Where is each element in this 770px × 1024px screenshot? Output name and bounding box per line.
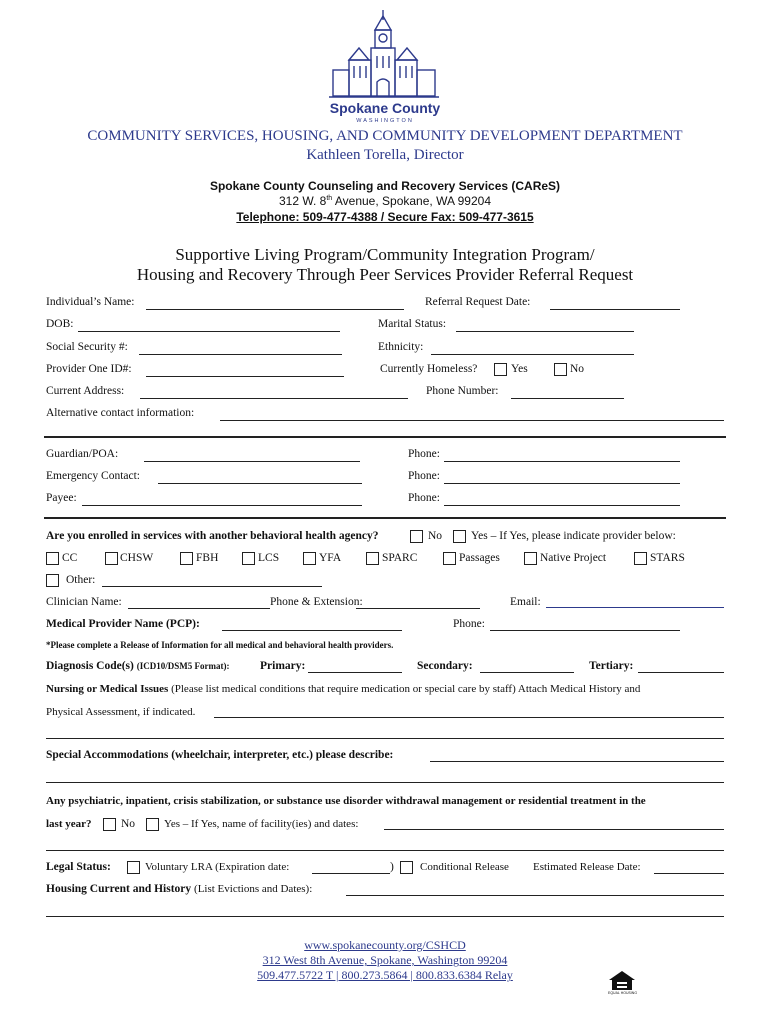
footer-website-link[interactable]: www.spokanecounty.org/CSHCD (304, 938, 466, 952)
spokane-county-logo (325, 8, 445, 128)
form-title-line1: Supportive Living Program/Community Integration Program/ (175, 245, 595, 264)
individual-name-field[interactable] (146, 309, 404, 310)
nursing-label-cont: Physical Assessment, if indicated. (46, 706, 196, 718)
psych-question: Any psychiatric, inpatient, crisis stabilization, or substance use disorder withdrawal management or residential treatment in the (46, 795, 646, 807)
behavioral-yes-checkbox[interactable] (453, 530, 466, 543)
agency-stars-label: STARS (650, 552, 685, 564)
email-label: Email: (510, 596, 541, 608)
alt-contact-label: Alternative contact information: (46, 407, 195, 419)
agency-lcs-label: LCS (258, 552, 280, 564)
psych-no-label: No (121, 818, 136, 830)
behavioral-no-label: No (428, 530, 443, 542)
section-divider (44, 517, 726, 519)
ethnicity-field[interactable] (431, 354, 634, 355)
psych-yes-checkbox[interactable] (146, 818, 159, 831)
agency-yfa-checkbox[interactable] (303, 552, 316, 565)
housing-field[interactable] (346, 895, 724, 896)
behavioral-no-checkbox[interactable] (410, 530, 423, 543)
equal-housing-icon (608, 970, 636, 990)
phone-ext-field[interactable] (356, 608, 480, 609)
org-phone: Telephone: 509-477-4388 / Secure Fax: 509-477-3615 (236, 210, 534, 224)
agency-cc-checkbox[interactable] (46, 552, 59, 565)
tertiary-label: Tertiary: (589, 660, 634, 672)
special-accommodations-field-2[interactable] (46, 782, 724, 783)
current-address-label: Current Address: (46, 385, 125, 397)
logo-name: Spokane County (329, 100, 441, 116)
agency-other-field[interactable] (102, 586, 322, 587)
emergency-phone-field[interactable] (444, 483, 680, 484)
primary-field[interactable] (308, 672, 402, 673)
emergency-phone-label: Phone: (408, 470, 440, 482)
legal-conditional-label: Conditional Release (420, 861, 509, 873)
agency-fbh-checkbox[interactable] (180, 552, 193, 565)
referral-date-label: Referral Request Date: (425, 296, 531, 308)
guardian-label: Guardian/POA: (46, 448, 119, 460)
agency-lcs-checkbox[interactable] (242, 552, 255, 565)
marital-status-field[interactable] (456, 331, 634, 332)
ethnicity-label: Ethnicity: (378, 341, 424, 353)
agency-other-checkbox[interactable] (46, 574, 59, 587)
pcp-phone-field[interactable] (490, 630, 680, 631)
agency-stars-checkbox[interactable] (634, 552, 647, 565)
nursing-label: Nursing or Medical Issues (Please list medical conditions that require medication or special care by staff) Attach Medical History and (46, 683, 641, 695)
expiration-date-field[interactable] (312, 873, 390, 874)
homeless-yes-checkbox[interactable] (494, 363, 507, 376)
homeless-no-label: No (570, 363, 585, 375)
agency-sparc-label: SPARC (382, 552, 418, 564)
logo-sub: WASHINGTON (356, 118, 414, 124)
current-address-field[interactable] (140, 398, 408, 399)
alt-contact-field[interactable] (220, 420, 724, 421)
housing-label: Housing Current and History (List Evictions and Dates): (46, 883, 313, 895)
psych-facility-field-2[interactable] (46, 850, 724, 851)
agency-passages-checkbox[interactable] (443, 552, 456, 565)
agency-fbh-label: FBH (196, 552, 219, 564)
clinician-field[interactable] (128, 608, 270, 609)
housing-field-2[interactable] (46, 916, 724, 917)
department-title: COMMUNITY SERVICES, HOUSING, AND COMMUNITY DEVELOPMENT DEPARTMENT (87, 128, 683, 144)
homeless-yes-label: Yes (511, 363, 528, 375)
clinician-label: Clinician Name: (46, 596, 122, 608)
estimated-release-field[interactable] (654, 873, 724, 874)
legal-voluntary-checkbox[interactable] (127, 861, 140, 874)
special-accommodations-label: Special Accommodations (wheelchair, interpreter, etc.) please describe: (46, 749, 394, 761)
legal-status-label: Legal Status: (46, 861, 111, 873)
ssn-label: Social Security #: (46, 341, 128, 353)
nursing-field-2[interactable] (46, 738, 724, 739)
provider-one-label: Provider One ID#: (46, 363, 132, 375)
guardian-field[interactable] (144, 461, 360, 462)
homeless-no-checkbox[interactable] (554, 363, 567, 376)
psych-no-checkbox[interactable] (103, 818, 116, 831)
payee-phone-field[interactable] (444, 505, 680, 506)
emergency-label: Emergency Contact: (46, 470, 140, 482)
footer-phones: 509.477.5722 T | 800.273.5864 | 800.833.6384 Relay (257, 968, 513, 982)
psych-yes-label: Yes – If Yes, name of facility(ies) and dates: (164, 818, 359, 830)
phone-ext-label: Phone & Extension: (270, 596, 363, 608)
form-title-line2: Housing and Recovery Through Peer Services Provider Referral Request (136, 265, 634, 284)
pcp-phone-label: Phone: (453, 618, 485, 630)
legal-voluntary-label: Voluntary LRA (Expiration date: (145, 861, 290, 873)
email-field[interactable] (546, 607, 724, 608)
payee-field[interactable] (82, 505, 362, 506)
guardian-phone-label: Phone: (408, 448, 440, 460)
referral-date-field[interactable] (550, 309, 680, 310)
individual-name-label: Individual’s Name: (46, 296, 135, 308)
agency-yfa-label: YFA (319, 552, 342, 564)
payee-phone-label: Phone: (408, 492, 440, 504)
agency-other-label: Other: (66, 574, 96, 586)
agency-chsw-checkbox[interactable] (105, 552, 118, 565)
agency-sparc-checkbox[interactable] (366, 552, 379, 565)
equal-housing-logo (608, 970, 636, 1000)
behavioral-question: Are you enrolled in services with another behavioral health agency? (46, 530, 379, 542)
ssn-field[interactable] (139, 354, 342, 355)
guardian-phone-field[interactable] (444, 461, 680, 462)
payee-label: Payee: (46, 492, 77, 504)
director-name: Kathleen Torella, Director (306, 147, 464, 163)
secondary-label: Secondary: (417, 660, 473, 672)
behavioral-yes-label: Yes – If Yes, please indicate provider below: (471, 530, 676, 542)
footer-address: 312 West 8th Avenue, Spokane, Washington 99204 (262, 953, 508, 967)
legal-conditional-checkbox[interactable] (400, 861, 413, 874)
section-divider (44, 436, 726, 438)
diagnosis-label: Diagnosis Code(s) (ICD10/DSM5 Format): (46, 660, 230, 672)
psych-question-cont: last year? (46, 818, 92, 830)
estimated-release-label: Estimated Release Date: (533, 861, 641, 873)
agency-native-project-label: Native Project (540, 552, 607, 564)
courthouse-icon (325, 8, 445, 100)
legal-voluntary-close: ) (390, 861, 394, 873)
org-address: 312 W. 8th Avenue, Spokane, WA 99204 (278, 194, 491, 208)
pcp-field[interactable] (222, 630, 402, 631)
emergency-field[interactable] (158, 483, 362, 484)
secondary-field[interactable] (480, 672, 574, 673)
equal-housing-text: EQUAL HOUSING (608, 991, 638, 995)
nursing-field[interactable] (214, 717, 724, 718)
phone-number-field[interactable] (511, 398, 624, 399)
psych-facility-field[interactable] (384, 829, 724, 830)
agency-cc-label: CC (62, 552, 78, 564)
tertiary-field[interactable] (638, 672, 724, 673)
release-note: *Please complete a Release of Information for all medical and behavioral health providers. (46, 640, 394, 650)
phone-number-label: Phone Number: (426, 385, 499, 397)
special-accommodations-field[interactable] (430, 761, 724, 762)
provider-one-field[interactable] (146, 376, 344, 377)
org-name: Spokane County Counseling and Recovery Services (CAReS) (209, 179, 561, 193)
agency-passages-label: Passages (459, 552, 500, 564)
dob-label: DOB: (46, 318, 74, 330)
pcp-label: Medical Provider Name (PCP): (46, 618, 200, 630)
primary-label: Primary: (260, 660, 306, 672)
agency-chsw-label: CHSW (120, 552, 154, 564)
dob-field[interactable] (78, 331, 340, 332)
marital-status-label: Marital Status: (378, 318, 447, 330)
homeless-label: Currently Homeless? (380, 363, 478, 375)
agency-native-project-checkbox[interactable] (524, 552, 537, 565)
